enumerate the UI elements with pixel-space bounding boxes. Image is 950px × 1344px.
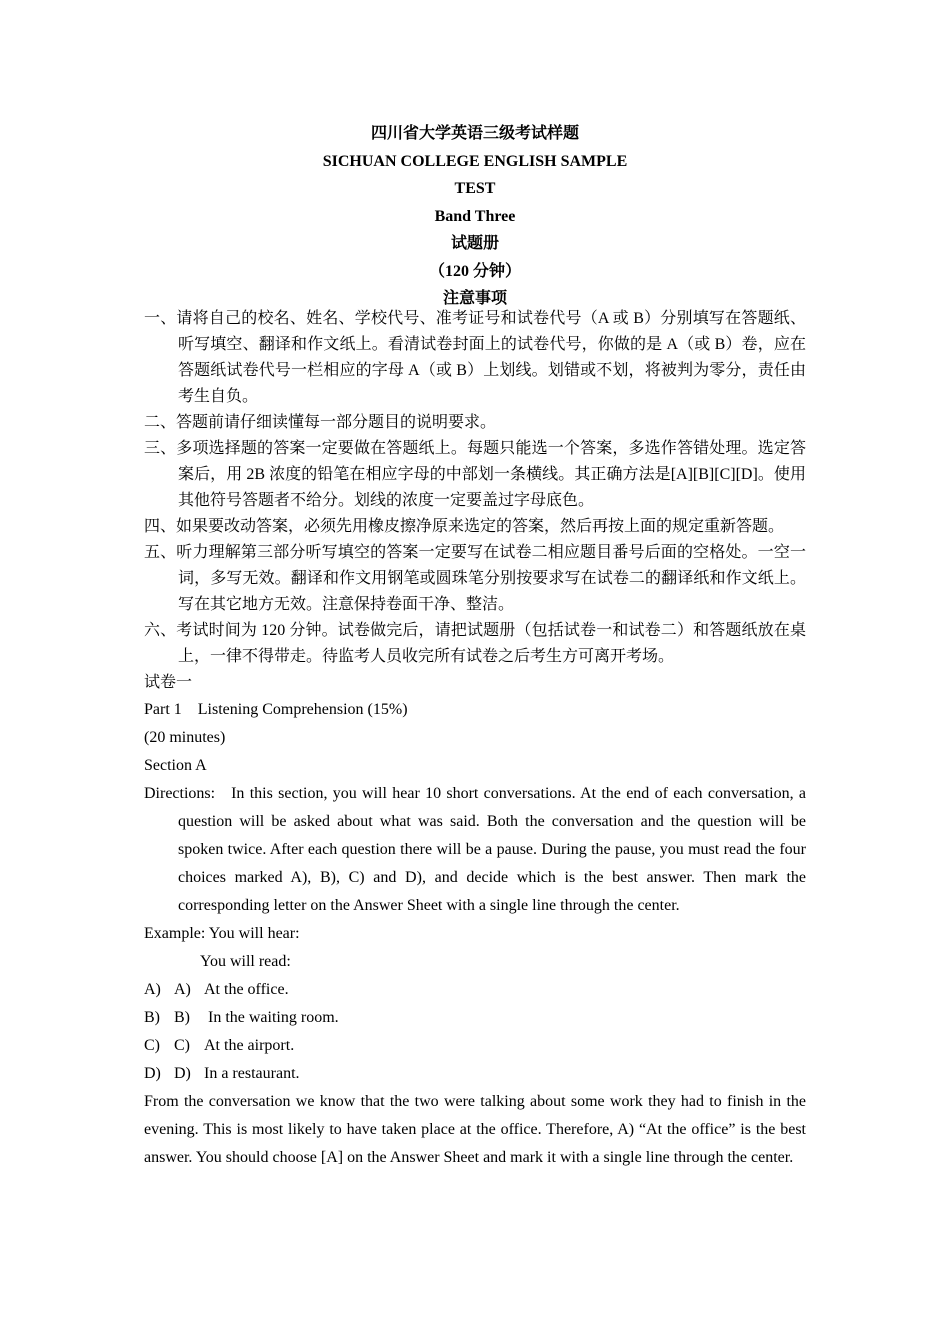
band-label: Band Three (434, 207, 516, 225)
note-item: 一、请将自己的校名、姓名、学校代号、准考证号和试卷代号（A 或 B）分别填写在答题纸、听写填空、翻译和作文纸上。看清试卷封面上的试卷代号，你做的是 A（或 B）卷，应在答题纸试卷代号一栏相应的字母 A（或 B）上划线。划错或不划，将被判为零分，责任由考生自负。 (144, 310, 806, 405)
option-text: At the airport. (204, 1037, 295, 1054)
time-label: (20 minutes) (144, 729, 226, 746)
note-item: 四、如果要改动答案，必须先用橡皮擦净原来选定的答案，然后再按上面的规定重新答题。 (144, 518, 785, 535)
note-item: 五、听力理解第三部分听写填空的答案一定要写在试卷二相应题目番号后面的空格处。一空一词，多写无效。翻译和作文用钢笔或圆珠笔分别按要求写在试卷二的翻译纸和作文纸上。写在其它地方无效。注意保持卷面干净、整洁。 (144, 544, 806, 613)
option-text: In a restaurant. (204, 1065, 300, 1082)
option-letter: B) (174, 1009, 190, 1026)
option-letter: C) (144, 1037, 160, 1054)
example-read: You will read: (200, 953, 291, 970)
document-body (144, 306, 806, 1172)
option-letter: A) (144, 981, 161, 998)
booklet-label: 试题册 (450, 235, 499, 252)
paper-label: 试卷一 (144, 674, 193, 691)
option-text: At the office. (204, 981, 289, 998)
option-letter: A) (174, 981, 191, 998)
directions (144, 780, 806, 920)
example-option (144, 1032, 806, 1060)
part-heading (144, 696, 806, 724)
option-letter: D) (144, 1065, 161, 1082)
note-item: 六、考试时间为 120 分钟。试卷做完后，请把试题册（包括试卷一和试卷二）和答题纸放在桌上，一律不得带走。待监考人员收完所有试卷之后考生方可离开考场。 (144, 622, 806, 665)
example-option (144, 1060, 806, 1088)
option-letter: D) (174, 1065, 191, 1082)
notice-heading: 注意事项 (442, 290, 507, 307)
directions-text: In this section, you will hear 10 short conversations. At the end of each conversation, a question will be asked about what was said. Both the conversation and the question will be spoken twice. After each question there will be a pause. During the pause, you must read the four choices marked A), B), C) and D), and decide which is the best answer. Then mark the corresponding letter on the Answer Sheet with a single line through the center. (178, 785, 806, 914)
title-cn: 四川省大学英语三级考试样题 (370, 125, 579, 142)
note-item: 三、多项选择题的答案一定要做在答题纸上。每题只能选一个答案，多选作答错处理。选定答案后，用 2B 浓度的铅笔在相应字母的中部划一条横线。其正确方法是[A][B][C][D]。使用其他符号答题者不给分。划线的浓度一定要盖过字母底色。 (144, 440, 806, 509)
title-en-line1: SICHUAN COLLEGE ENGLISH SAMPLE (322, 152, 628, 170)
title-block (0, 120, 950, 313)
part-number: Part 1 (144, 701, 182, 718)
example-option (144, 1004, 806, 1032)
title-en-line2: TEST (454, 180, 496, 197)
directions-label: Directions: (144, 785, 216, 802)
option-text: In the waiting room. (204, 1009, 339, 1026)
section-label: Section A (144, 757, 207, 774)
example-hear: Example: You will hear: (144, 925, 300, 942)
note-item: 二、答题前请仔细读懂每一部分题目的说明要求。 (144, 414, 497, 431)
option-letter: C) (174, 1037, 190, 1054)
part-title: Listening Comprehension (15%) (197, 701, 408, 718)
option-letter: B) (144, 1009, 160, 1026)
duration-label: （120 分钟） (428, 262, 521, 280)
example-explanation: From the conversation we know that the two were talking about some work they had to finish in the evening. This is most likely to have taken place at the office. Therefore, A) “At the office” is the best answer. You should choose [A] on the Answer Sheet and mark it with a single line through the center. (144, 1093, 806, 1166)
example-option (144, 976, 806, 1004)
